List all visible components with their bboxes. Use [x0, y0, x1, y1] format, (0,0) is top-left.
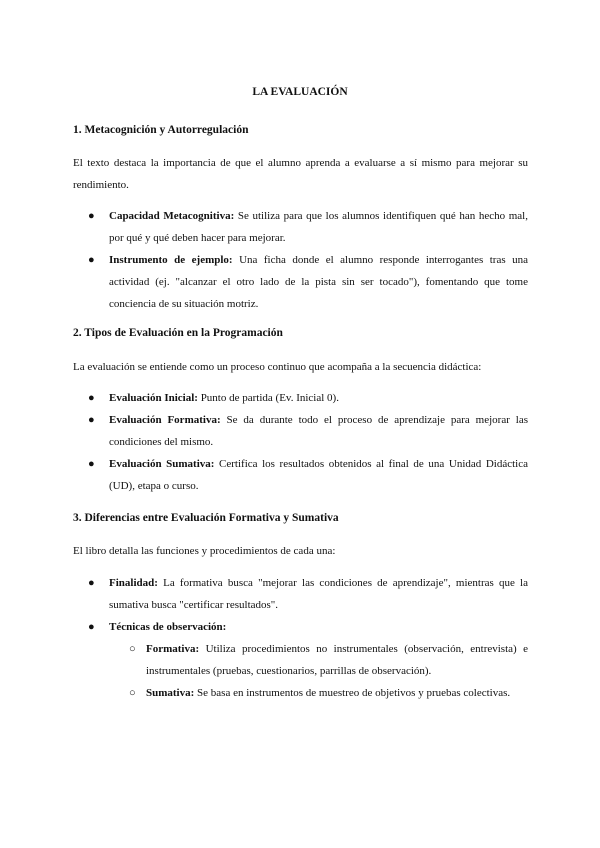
subitem-text: Se basa en instrumentos de muestreo de objetivos y pruebas colectivas. — [194, 687, 511, 699]
item-label: Evaluación Sumativa: — [109, 458, 215, 470]
section-1-heading: 1. Metacognición y Autorregulación — [73, 124, 249, 136]
item-text: Certifica los resultados obtenidos al final de una Unidad Didáctica (UD), etapa o curso. — [109, 458, 528, 492]
section-3-heading: 3. Diferencias entre Evaluación Formativa y Sumativa — [73, 512, 339, 524]
list-item — [88, 387, 528, 409]
bullet-icon: ● — [88, 414, 95, 426]
bullet-icon: ● — [88, 254, 95, 266]
item-text: Punto de partida (Ev. Inicial 0). — [197, 392, 339, 404]
section-2-intro: La evaluación se entiende como un proceso continuo que acompaña a la secuencia didáctica: — [73, 361, 482, 373]
section-2-heading: 2. Tipos de Evaluación en la Programación — [73, 327, 283, 339]
item-label: Evaluación Inicial: — [109, 392, 198, 404]
bullet-icon: ● — [88, 621, 95, 633]
section-1-intro: El texto destaca la importancia de que el alumno aprenda a evaluarse a sí mismo para mejorar su rendimiento. — [73, 157, 528, 191]
list-item — [88, 409, 528, 453]
circle-bullet-icon: ○ — [129, 643, 136, 655]
bullet-icon: ● — [88, 577, 95, 589]
item-label: Capacidad Metacognitiva: — [109, 210, 235, 222]
circle-bullet-icon: ○ — [129, 687, 136, 699]
subitem-label: Formativa: — [146, 643, 200, 655]
item-text: Se da durante todo el proceso de aprendizaje para mejorar las condiciones del mismo. — [109, 414, 528, 448]
bullet-icon: ● — [88, 392, 95, 404]
bullet-icon: ● — [88, 210, 95, 222]
subitem-text: Utiliza procedimientos no instrumentales (observación, entrevista) e instrumentales (pruebas, cuestionarios, parrillas de observación). — [146, 643, 528, 677]
list-item — [88, 572, 528, 616]
item-label: Técnicas de observación: — [109, 621, 227, 633]
section-3-sublist — [129, 638, 528, 704]
sublist-item — [129, 638, 528, 682]
item-text: La formativa busca "mejorar las condiciones de aprendizaje", mientras que la sumativa busca "certificar resultados". — [109, 577, 528, 611]
section-3-list — [88, 572, 528, 704]
sublist-wrapper — [109, 638, 528, 704]
list-item — [88, 616, 528, 704]
bullet-icon: ● — [88, 458, 95, 470]
document-title: LA EVALUACIÓN — [252, 86, 348, 98]
item-label: Finalidad: — [109, 577, 158, 589]
subitem-label: Sumativa: — [146, 687, 195, 699]
sublist-item — [129, 682, 528, 704]
item-text: Una ficha donde el alumno responde interrogantes tras una actividad (ej. "alcanzar el otro lado de la pista sin ser tocado"), fomentando que tome conciencia de su situación motriz. — [109, 254, 528, 310]
list-item — [88, 205, 528, 249]
item-label: Evaluación Formativa: — [109, 414, 221, 426]
item-text: Se utiliza para que los alumnos identifiquen qué han hecho mal, por qué y qué deben hacer para mejorar. — [109, 210, 528, 244]
list-item — [88, 249, 528, 315]
section-2-list — [88, 387, 528, 497]
list-item — [88, 453, 528, 497]
section-3-intro: El libro detalla las funciones y procedimientos de cada una: — [73, 545, 336, 557]
section-1-list — [88, 205, 528, 315]
item-label: Instrumento de ejemplo: — [109, 254, 233, 266]
